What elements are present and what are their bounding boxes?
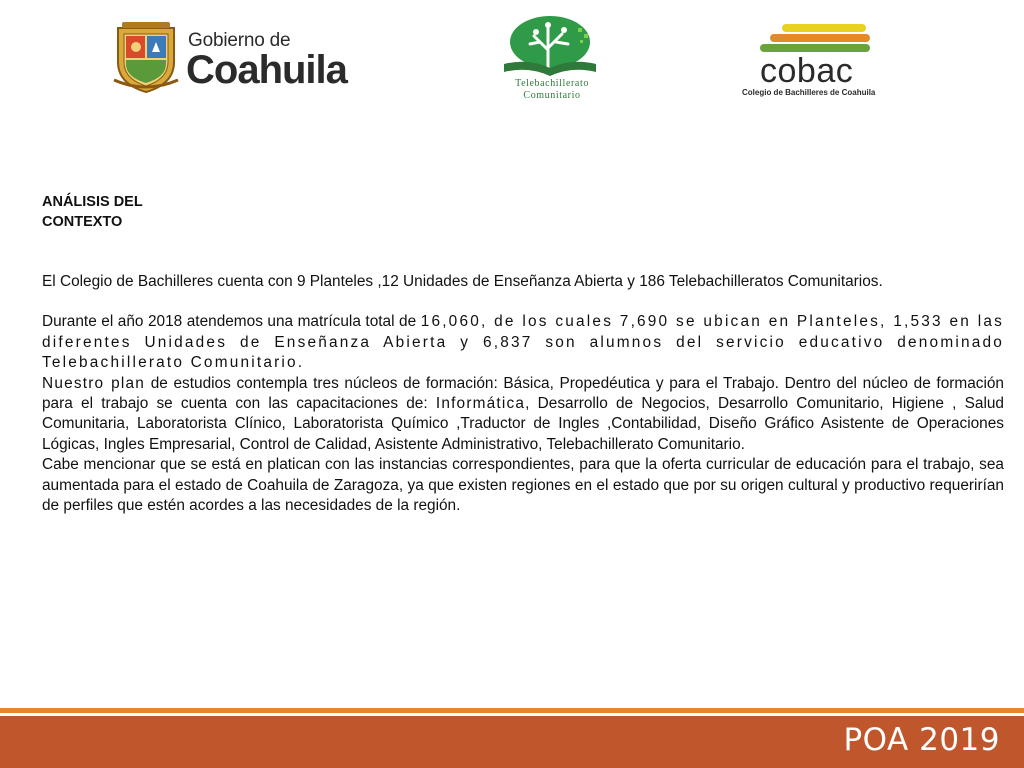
study-plan-body: de estudios contempla tres núcleos de formación: Básica, Propedéutica y para el Trabajo. Dentro del núcleo de formación para el trabajo se cuenta con las capacitaciones de: <box>42 374 1004 413</box>
coahuila-text: Coahuila <box>186 48 347 92</box>
closing-paragraph: Cabe mencionar que se está en platican con las instancias correspondientes, para que la oferta curricular de educación para el trabajo, sea aumentada para el estado de Coahuila de Zaragoza, ya que existen regiones en el estado que por su origen cultural y productivo requerirían de perfiles que estén acordes a las necesidades de la región. <box>42 456 1004 515</box>
heading-line-1: ANÁLISIS DEL <box>42 194 143 210</box>
tree-book-icon <box>494 14 610 76</box>
cobac-text: cobac <box>760 52 854 90</box>
gobierno-coahuila-logo <box>112 22 352 94</box>
cobac-logo <box>742 24 902 100</box>
study-plan-list: , Desarrollo de Negocios, Desarrollo Comunitario, Higiene , Salud Comunitaria, Laboratorista Clínico, Laboratorista Químico ,Traductor de Ingles ,Contabilidad, Diseño Gráfico Asistente de Operaciones Lógicas, Ingles Empresarial, Control de Calidad, Asistente Administrativo, Telebachillerato Comunitario. <box>42 395 1004 453</box>
coat-of-arms-icon <box>112 22 180 94</box>
telebachillerato-logo <box>494 14 610 100</box>
study-plan-lead: Nuestro plan <box>42 374 146 392</box>
telebachillerato-text: Telebachillerato <box>515 78 589 89</box>
footer-title: POA 2019 <box>843 722 1000 758</box>
study-plan-informatica: Informática <box>435 395 526 413</box>
intro-paragraph: El Colegio de Bachilleres cuenta con 9 Planteles ,12 Unidades de Enseñanza Abierta y 186 Telebachilleratos Comunitarios. <box>42 273 883 290</box>
comunitario-text: Comunitario <box>523 90 581 101</box>
section-heading <box>42 192 1004 232</box>
footer-accent-line <box>0 708 1024 713</box>
gobierno-de-text: Gobierno de <box>188 30 291 51</box>
main-content <box>42 192 1004 516</box>
enrollment-paragraph <box>42 312 1004 373</box>
heading-line-2: CONTEXTO <box>42 214 123 230</box>
stacked-books-icon <box>742 24 902 54</box>
cobac-subtitle: Colegio de Bachilleres de Coahuila <box>742 88 876 97</box>
enrollment-figures: 16,060, de los cuales 7,690 se ubican en Planteles, 1,533 en las diferentes Unidades de Enseñanza Abierta y 6,837 son alumnos del servicio educativo denominado Telebachillerato Comunitario. <box>42 313 1004 372</box>
study-plan-paragraph <box>42 374 1004 456</box>
enrollment-lead: Durante el año 2018 atendemos una matrícula total de <box>42 313 421 331</box>
